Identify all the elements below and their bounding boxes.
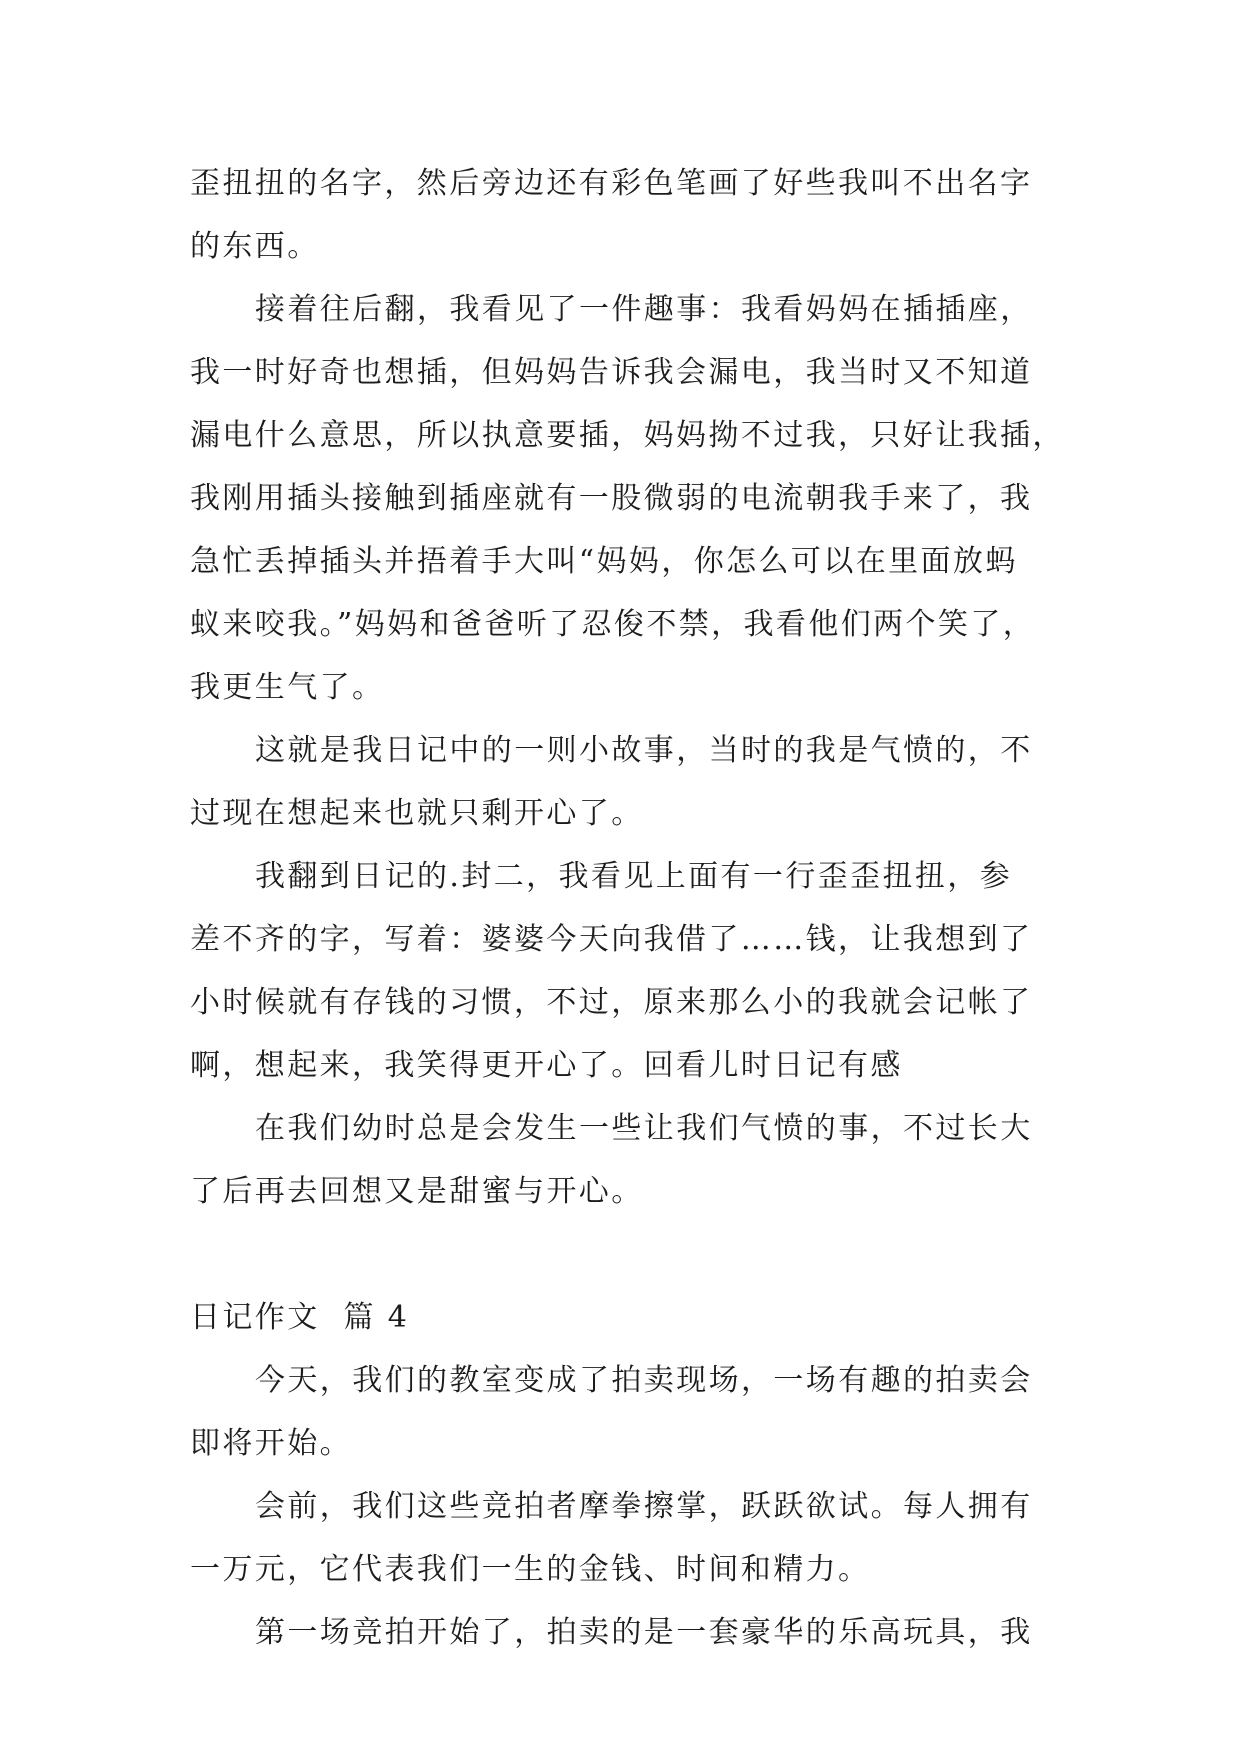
paragraph — [190, 845, 1070, 1097]
text-line: 啊，想起来，我笑得更开心了。回看儿时日记有感 — [190, 1048, 903, 1083]
paragraph — [190, 1475, 1070, 1601]
text-line: 了后再去回想又是甜蜜与开心。 — [190, 1174, 644, 1209]
text-line: 在我们幼时总是会发生一些让我们气愤的事，不过长大 — [255, 1111, 1033, 1146]
paragraph — [190, 1349, 1070, 1475]
paragraph — [190, 1097, 1070, 1223]
paragraph — [190, 719, 1070, 845]
text-line: 第一场竞拍开始了，拍卖的是一套豪华的乐高玩具，我 — [255, 1615, 1033, 1650]
text-line: 一万元，它代表我们一生的金钱、时间和精力。 — [190, 1552, 871, 1587]
text-line: 小时候就有存钱的习惯，不过，原来那么小的我就会记帐了 — [190, 985, 1033, 1020]
section-heading: 日记作文 篇 4 — [190, 1300, 410, 1335]
text-line: 今天，我们的教室变成了拍卖现场，一场有趣的拍卖会 — [255, 1363, 1033, 1398]
text-line: 我刚用插头接触到插座就有一股微弱的电流朝我手来了，我 — [190, 481, 1033, 516]
paragraph — [190, 1601, 1070, 1664]
text-line: 这就是我日记中的一则小故事，当时的我是气愤的，不 — [255, 733, 1033, 768]
text-line: 我更生气了。 — [190, 670, 385, 705]
document-body — [190, 152, 1070, 1664]
text-line: 蚁来咬我。”妈妈和爸爸听了忍俊不禁，我看他们两个笑了， — [190, 607, 1036, 642]
text-line: 的东西。 — [190, 229, 320, 264]
text-line: 歪扭扭的名字，然后旁边还有彩色笔画了好些我叫不出名字 — [190, 166, 1033, 201]
text-line: 即将开始。 — [190, 1426, 352, 1461]
paragraph-continued — [190, 152, 1070, 278]
text-line: 急忙丢掉插头并捂着手大叫“妈妈，你怎么可以在里面放蚂 — [190, 544, 1018, 579]
text-line: 我翻到日记的.封二，我看见上面有一行歪歪扭扭，参 — [255, 859, 1013, 894]
text-line: 过现在想起来也就只剩开心了。 — [190, 796, 644, 831]
text-line: 我一时好奇也想插，但妈妈告诉我会漏电，我当时又不知道 — [190, 355, 1033, 390]
text-line: 差不齐的字，写着：婆婆今天向我借了……钱，让我想到了 — [190, 922, 1033, 957]
text-line: 接着往后翻，我看见了一件趣事：我看妈妈在插插座， — [255, 292, 1033, 327]
paragraph — [190, 278, 1070, 719]
text-line: 会前，我们这些竞拍者摩拳擦掌，跃跃欲试。每人拥有 — [255, 1489, 1033, 1524]
text-line: 漏电什么意思，所以执意要插，妈妈拗不过我，只好让我插， — [190, 418, 1065, 453]
